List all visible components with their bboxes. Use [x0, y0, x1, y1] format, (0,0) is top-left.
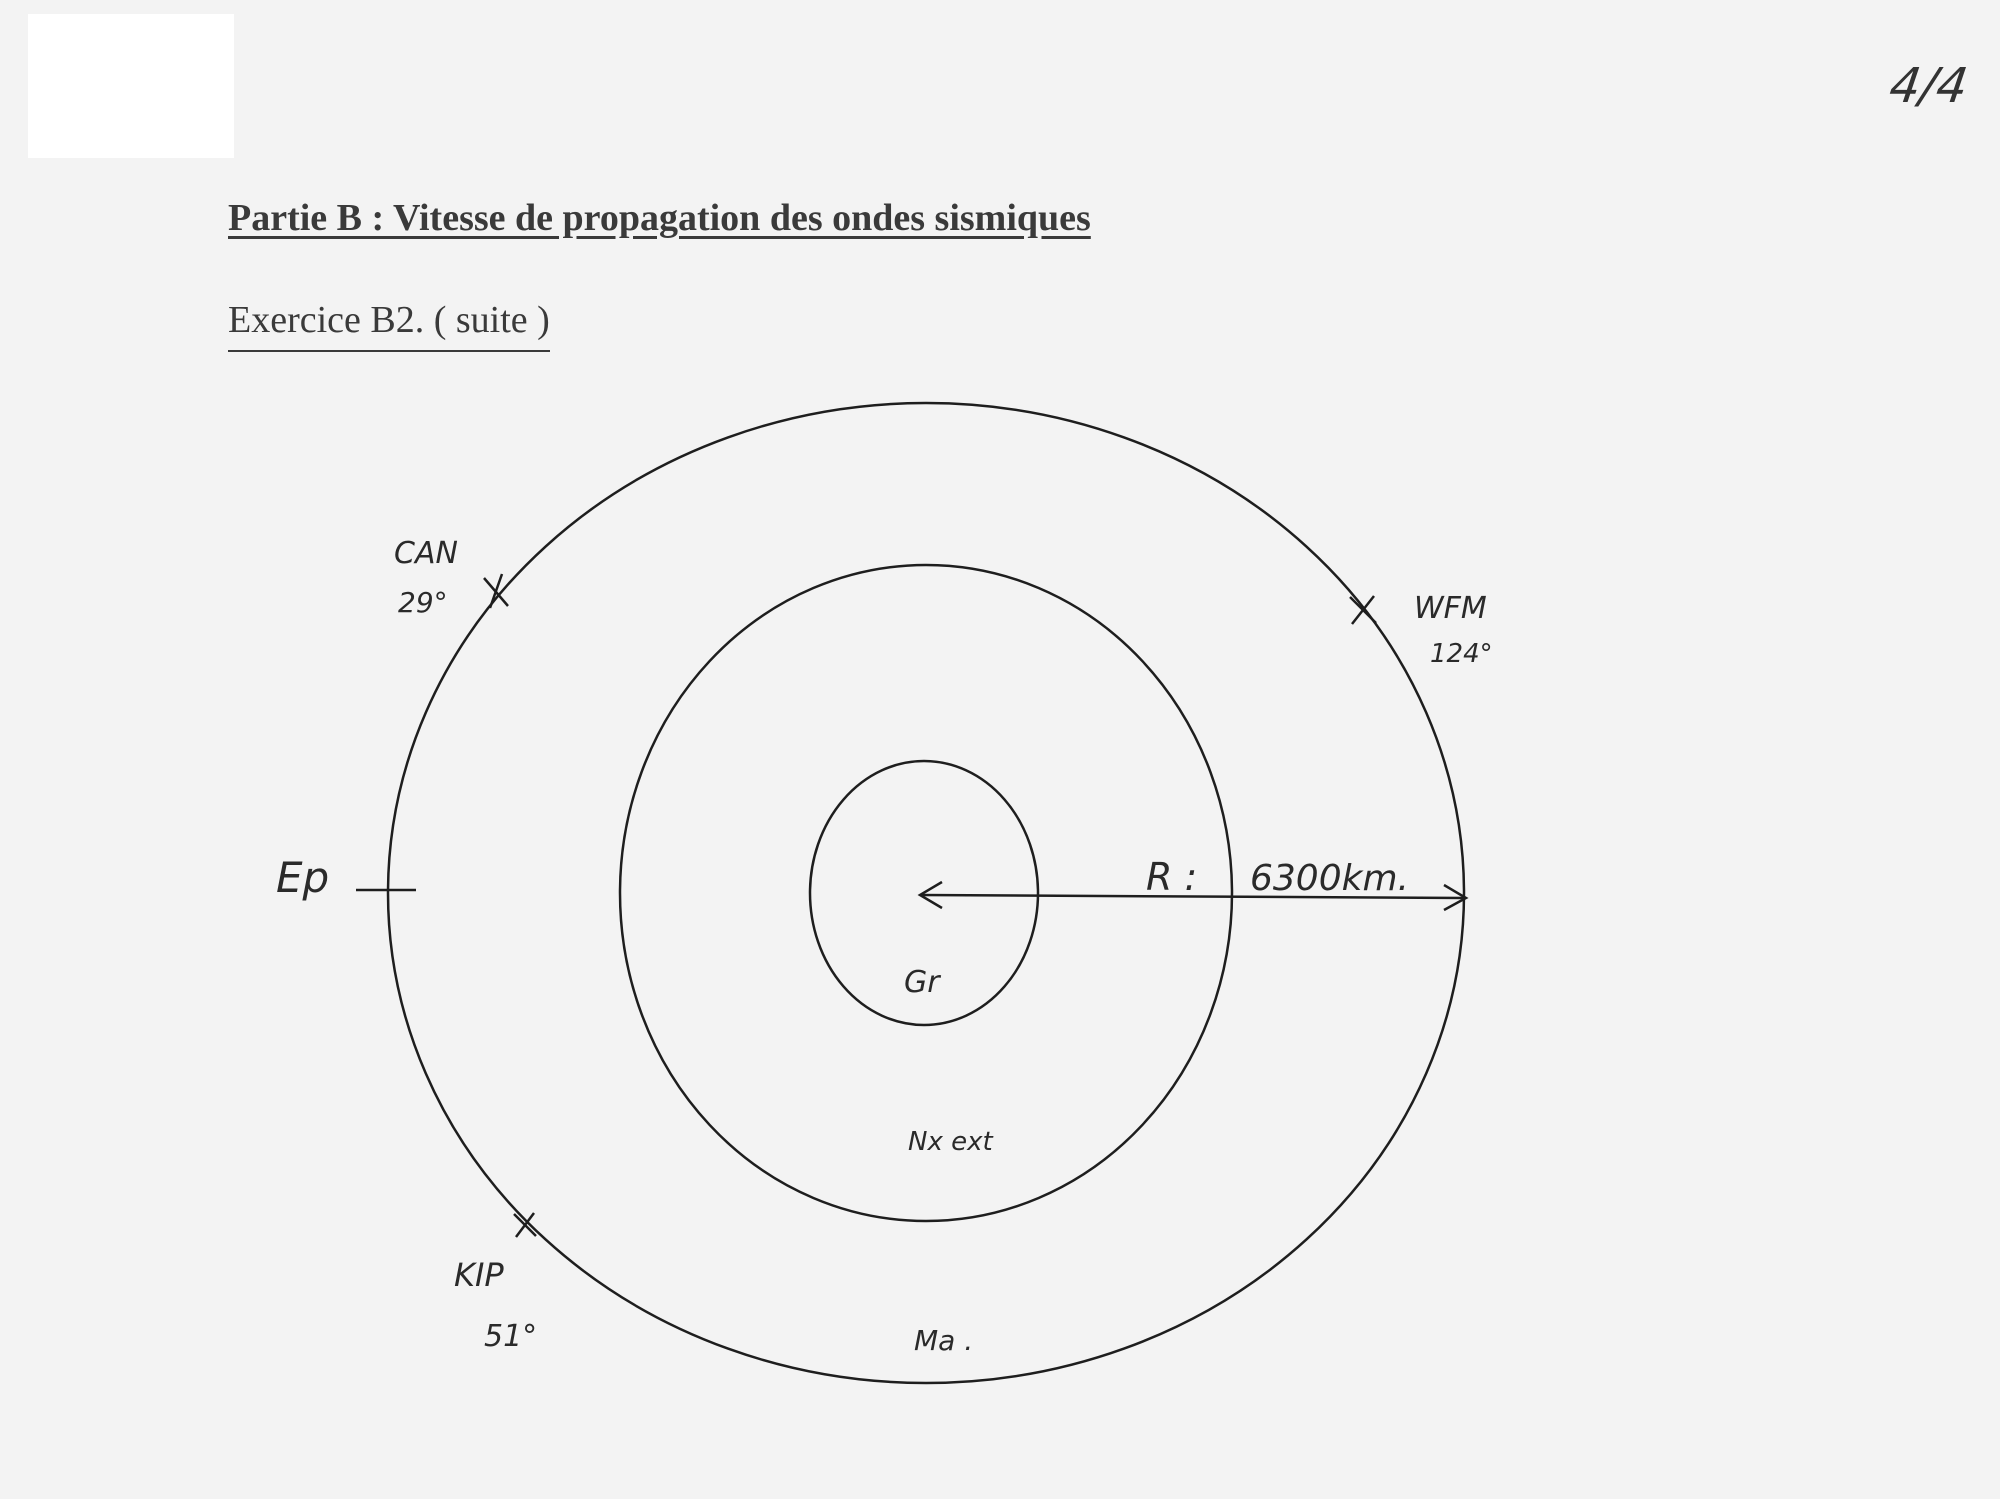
station-kip-angle: 51° [484, 1319, 538, 1354]
outer-core-label: Nx ext [908, 1127, 993, 1157]
outer-core-boundary [620, 565, 1232, 1221]
radius-label: R : [1146, 855, 1198, 899]
station-wfm-code: WFM [1414, 591, 1487, 626]
station-marker-wfm [1350, 596, 1376, 624]
station-wfm-angle: 124° [1430, 639, 1493, 669]
station-kip-code: KIP [454, 1256, 504, 1294]
page-number: 4/4 [1886, 58, 1972, 114]
exercise-title: Exercice B2. ( suite ) [228, 298, 550, 352]
station-marker-kip [514, 1213, 536, 1237]
radius-value: 6300km. [1250, 858, 1409, 899]
station-can-code: CAN [394, 536, 458, 571]
inner-core-label: Gr [904, 965, 940, 1000]
epicenter-label: Ep [276, 853, 330, 902]
station-marker-can [484, 574, 508, 608]
section-heading: Partie B : Vitesse de propagation des ondes sismiques [228, 197, 1091, 239]
station-can-angle: 29° [398, 586, 448, 619]
mantle-label: Ma . [914, 1324, 974, 1357]
